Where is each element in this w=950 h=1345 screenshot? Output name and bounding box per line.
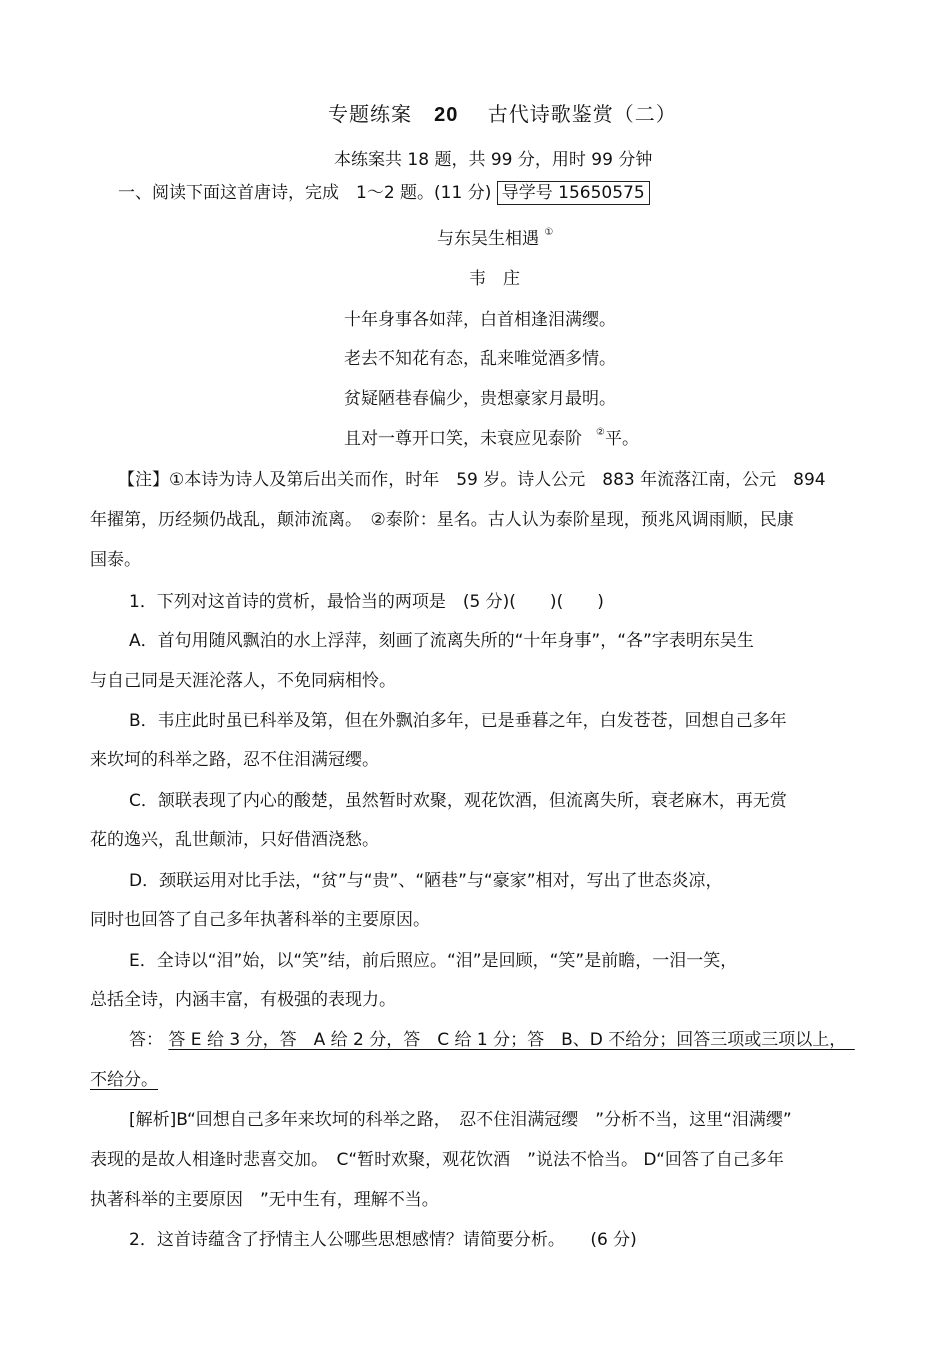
title-suffix: 古代诗歌鉴赏（二） xyxy=(487,102,677,126)
option-d-line-1: D．颈联运用对比手法，“贫”与“贵”、“陋巷”与“豪家”相对，写出了世态炎凉， xyxy=(129,871,723,891)
option-a-line-2: 与自己同是天涯沦落人，不免同病相怜。 xyxy=(90,671,396,691)
poem-line-4 xyxy=(344,427,639,454)
option-c-line-2: 花的逸兴，乱世颠沛，只好借酒浇愁。 xyxy=(90,830,379,850)
answer-line-1 xyxy=(129,1028,855,1052)
section-one-heading xyxy=(118,181,650,205)
answer-text: 答 E 给 3 分，答 A 给 2 分，答 C 给 1 分；答 B、D 不给分；回答三项或三项以上， xyxy=(168,1030,855,1050)
option-c-line-1: C．颔联表现了内心的酸楚，虽然暂时欢聚，观花饮酒，但流离失所，衰老麻木，再无赏 xyxy=(129,791,787,811)
analysis-line-3: 执著科举的主要原因 ”无中生有，理解不当。 xyxy=(90,1190,439,1210)
analysis-line-1: [解析]B“回想自己多年来坎坷的科举之路， 忍不住泪满冠缨 ”分析不当，这里“泪满缨” xyxy=(129,1110,792,1130)
title-number: 20 xyxy=(434,104,459,126)
poem-author: 韦 庄 xyxy=(469,269,520,289)
option-a-line-1: A．首句用随风飘泊的水上浮萍，刻画了流离失所的“十年身事”，“各”字表明东吴生 xyxy=(129,631,754,651)
poem-title-text: 与东吴生相遇 xyxy=(437,229,539,249)
note-line-2: 年擢第，历经频仍战乱，颠沛流离。 ②泰阶：星名。古人认为泰阶星现，预兆风调雨顺，民康 xyxy=(90,510,794,530)
option-b-line-2: 来坎坷的科举之路，忍不住泪满冠缨。 xyxy=(90,750,379,770)
option-e-line-1: E．全诗以“泪”始，以“笑”结，前后照应。“泪”是回顾，“笑”是前瞻，一泪一笑， xyxy=(129,951,738,971)
answer-line-2: 不给分。 xyxy=(90,1070,158,1090)
option-b-line-1: B．韦庄此时虽已科举及第，但在外飘泊多年，已是垂暮之年，白发苍苍，回想自己多年 xyxy=(129,711,787,731)
title-prefix: 专题练案 xyxy=(328,102,412,126)
section-one-text: 一、阅读下面这首唐诗，完成 1～2 题。(11 分) xyxy=(118,183,492,203)
note-mark-1: ① xyxy=(544,227,554,238)
option-d-line-2: 同时也回答了自己多年执著科举的主要原因。 xyxy=(90,910,430,930)
poem-line-2: 老去不知花有态，乱来唯觉酒多情。 xyxy=(344,349,616,369)
page-title xyxy=(328,102,677,127)
note-mark-2: ② xyxy=(596,427,605,438)
poem-title xyxy=(437,227,553,254)
guide-number-box: 导学号 15650575 xyxy=(497,181,650,205)
note-line-1: 【注】①本诗为诗人及第后出关而作，时年 59 岁。诗人公元 883 年流落江南，公元 894 xyxy=(118,470,826,490)
question-1-stem: 1．下列对这首诗的赏析，最恰当的两项是 (5 分)( )( ) xyxy=(129,592,604,612)
question-2-stem: 2．这首诗蕴含了抒情主人公哪些思想感情？请简要分析。 (6 分) xyxy=(129,1230,637,1250)
poem-line-1: 十年身事各如萍，白首相逢泪满缨。 xyxy=(344,310,616,330)
analysis-line-2: 表现的是故人相逢时悲喜交加。 C“暂时欢聚，观花饮酒 ”说法不恰当。 D“回答了自己多年 xyxy=(90,1150,784,1170)
summary: 本练案共 18 题，共 99 分，用时 99 分钟 xyxy=(334,150,653,170)
poem-line-4-after: 平。 xyxy=(604,429,639,449)
option-e-line-2: 总括全诗，内涵丰富，有极强的表现力。 xyxy=(90,990,396,1010)
note-line-3: 国泰。 xyxy=(90,550,141,570)
poem-line-3: 贫疑陋巷春偏少，贵想豪家月最明。 xyxy=(344,389,616,409)
poem-line-4-before: 且对一尊开口笑，未衰应见泰阶 xyxy=(344,429,582,449)
answer-label: 答： xyxy=(129,1030,163,1050)
